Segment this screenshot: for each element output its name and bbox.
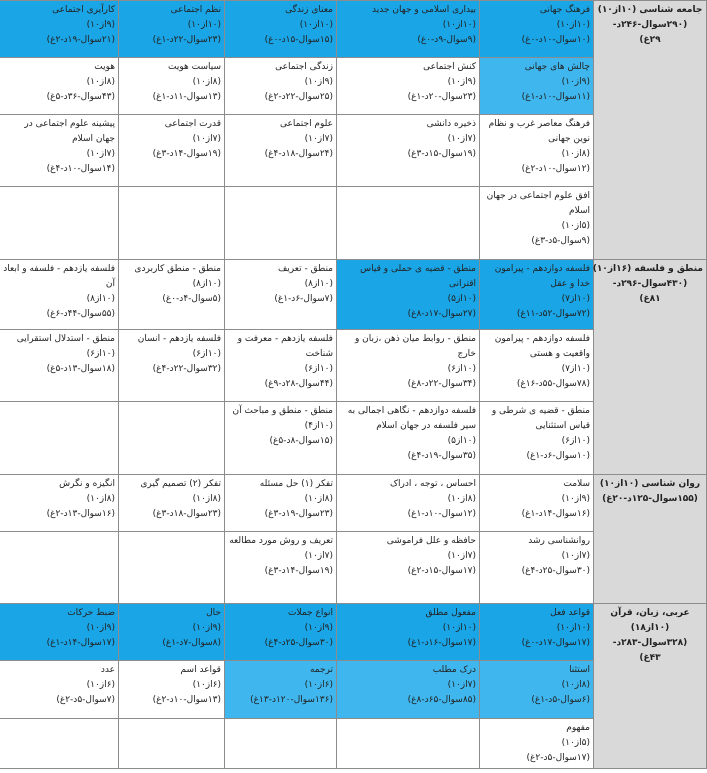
topic-title: حال <box>206 608 221 618</box>
topic-cell <box>119 115 225 187</box>
empty-cell <box>225 719 337 769</box>
topic-score: (۱۰از۶) <box>86 349 115 359</box>
topic-title: ترجمه <box>309 665 333 675</box>
topic-score: (۷از۱۰) <box>561 551 590 561</box>
topic-cell <box>0 330 119 402</box>
topic-score: (۹از۱۰) <box>561 494 590 504</box>
topic-title: استثنا <box>569 665 590 675</box>
topic-title: فلسفه دوازدهم - پیرامون واقعیت و هستی <box>494 334 590 359</box>
subject-sociology: جامعه شناسی (۱۰از۱۰) (۲۹۰سوال-۲۴۶د- ۲۹غ) <box>594 1 707 260</box>
empty-cell <box>119 719 225 769</box>
topic-cell <box>480 260 594 330</box>
empty-cell <box>0 402 119 475</box>
topic-stats: (۱۵سوال-۸د-۵غ) <box>269 436 333 446</box>
topic-title: ضبط حرکات <box>67 608 115 618</box>
topic-title: عدد <box>100 665 115 675</box>
topic-score: (۱۰از۸) <box>304 279 333 289</box>
topic-cell <box>337 661 480 719</box>
topic-cell <box>0 475 119 532</box>
topic-stats: (۳۰سوال-۲۵د-۴غ) <box>521 566 590 576</box>
topic-cell <box>0 58 119 115</box>
topic-title: سیاست هویت <box>168 62 221 72</box>
topic-score: (۹از۱۰) <box>192 623 221 633</box>
topic-cell <box>0 604 119 661</box>
topic-score: (۸از۱۰) <box>561 680 590 690</box>
empty-cell <box>0 187 119 260</box>
topic-title: درک مطلب <box>432 665 476 675</box>
topic-stats: (۲۴سوال-۱۸د-۴غ) <box>264 149 333 159</box>
topic-title: قواعد اسم <box>180 665 221 675</box>
topic-score: (۱۰از۱۰) <box>556 623 590 633</box>
topic-cell <box>337 402 480 475</box>
topic-cell <box>480 719 594 769</box>
topic-score: (۱۰از۶) <box>447 364 476 374</box>
topic-title: سلامت <box>563 479 590 489</box>
topic-stats: (۲۳سوال-۲۲د-۱غ) <box>152 35 221 45</box>
topic-score: (۷از۱۰) <box>304 134 333 144</box>
empty-cell <box>337 719 480 769</box>
topic-cell <box>0 1 119 58</box>
topic-title: منطق - استدلال استقرایی <box>16 334 115 344</box>
topic-score: (۱۰از۱۰) <box>442 623 476 633</box>
topic-title: منطق - منطق کاربردی <box>134 264 221 274</box>
topic-cell <box>225 604 337 661</box>
topic-score: (۱۰از۱۰) <box>556 20 590 30</box>
topic-title: هویت <box>94 62 115 72</box>
topic-stats: (۱۹سوال-۱۵د-۳غ) <box>407 149 476 159</box>
topic-stats: (۱۰سوال-۱۰د-۰غ) <box>521 35 590 45</box>
topic-title: افق علوم اجتماعی در جهان اسلام <box>486 191 590 216</box>
topic-cell <box>119 1 225 58</box>
topic-title: مفهوم <box>566 723 590 733</box>
topic-stats: (۱۴سوال-۱۰د-۴غ) <box>46 164 115 174</box>
topic-cell <box>0 661 119 719</box>
topic-score: (۷از۱۰) <box>447 680 476 690</box>
topic-score: (۵از۱۰) <box>561 221 590 231</box>
topic-title: فلسفه دوازدهم - پیرامون خدا و عقل <box>494 264 590 289</box>
topic-stats: (۱۲سوال-۱۰د-۱غ) <box>407 509 476 519</box>
topic-cell <box>225 661 337 719</box>
topic-stats: (۲۳سوال-۲۰د-۱غ) <box>407 92 476 102</box>
topic-stats: (۱۰سوال-۶د-۱غ) <box>526 451 590 461</box>
topic-cell <box>337 115 480 187</box>
topic-stats: (۱۲سوال-۱۰د-۲غ) <box>521 164 590 174</box>
topic-cell <box>480 58 594 115</box>
topic-stats: (۹سوال-۵د-۳غ) <box>531 236 590 246</box>
topic-score: (۸از۱۰) <box>447 494 476 504</box>
topic-stats: (۷۸سوال-۵۵د-۱۶غ) <box>516 379 590 389</box>
topic-title: منطق - تعریف <box>277 264 333 274</box>
topic-score: (۱۰از۱۰) <box>299 20 333 30</box>
empty-cell <box>0 532 119 604</box>
topic-cell <box>0 115 119 187</box>
topic-score: (۷از۱۰) <box>86 149 115 159</box>
topic-cell <box>337 1 480 58</box>
topic-stats: (۸سوال-۷د-۱غ) <box>162 638 221 648</box>
topic-cell <box>225 330 337 402</box>
topic-title: انگیزه و نگرش <box>59 479 115 489</box>
topic-title: چالش های جهانی <box>524 62 590 72</box>
topic-cell <box>480 115 594 187</box>
topic-title: کنش اجتماعی <box>423 62 476 72</box>
topic-cell <box>480 661 594 719</box>
topic-score: (۷از۱۰) <box>192 134 221 144</box>
topic-title: احساس ، توجه ، ادراک <box>389 479 476 489</box>
topic-title: قدرت اجتماعی <box>164 119 221 129</box>
topic-stats: (۱۳۶سوال-۱۲۰د-۱۳غ) <box>250 695 333 705</box>
topic-title: فلسفه یازدهم - انسان <box>137 334 221 344</box>
topic-cell <box>225 58 337 115</box>
topic-cell <box>225 1 337 58</box>
topic-stats: (۷۲سوال-۵۲د-۱۱غ) <box>516 309 590 319</box>
topic-title: معنای زندگی <box>285 5 333 15</box>
topic-score: (۷از۱۰) <box>447 134 476 144</box>
empty-cell <box>119 187 225 260</box>
topic-stats: (۱۷سوال-۱۵د-۲غ) <box>407 566 476 576</box>
topic-score: (۹از۱۰) <box>86 20 115 30</box>
topic-cell <box>225 115 337 187</box>
topic-stats: (۷سوال-۵د-۲غ) <box>56 695 115 705</box>
topic-score: (۱۰از۱۰) <box>442 20 476 30</box>
topic-stats: (۲۳سوال-۱۸د-۳غ) <box>152 509 221 519</box>
topic-stats: (۱۳سوال-۱۱د-۱غ) <box>152 92 221 102</box>
empty-cell <box>337 187 480 260</box>
topic-title: کارآیری اجتماعی <box>52 5 115 15</box>
topic-stats: (۳۰سوال-۲۵د-۴غ) <box>264 638 333 648</box>
topic-title: منطق - قضیه ی شرطی و قیاس استثنایی <box>491 406 590 431</box>
topic-cell <box>480 604 594 661</box>
topic-title: ذخیره دانشی <box>426 119 476 129</box>
topic-stats: (۲۳سوال-۱۹د-۳غ) <box>264 509 333 519</box>
topic-title: منطق - منطق و مباحث آن <box>232 406 333 416</box>
topic-score: (۱۰از۶) <box>192 349 221 359</box>
topic-cell <box>480 532 594 604</box>
topic-stats: (۱۷سوال-۵د-۲غ) <box>526 753 590 763</box>
topic-score: (۶از۱۰) <box>86 680 115 690</box>
topic-stats: (۱۵سوال-۱۵د-۰غ) <box>264 35 333 45</box>
topic-score: (۷از۱۰) <box>304 551 333 561</box>
topic-cell <box>0 260 119 330</box>
topic-cell <box>337 475 480 532</box>
topic-stats: (۱۶سوال-۱۴د-۱غ) <box>521 509 590 519</box>
topic-stats: (۱۶سوال-۱۳د-۲غ) <box>46 509 115 519</box>
topic-score: (۹از۱۰) <box>561 77 590 87</box>
topic-score: (۹از۱۰) <box>447 77 476 87</box>
topic-title: حافظه و علل فراموشی <box>386 536 476 546</box>
topic-stats: (۱۷سوال-۱۴د-۱غ) <box>46 638 115 648</box>
topic-stats: (۵۵سوال-۴۴د-۶غ) <box>46 309 115 319</box>
topic-stats: (۳۲سوال-۲۲د-۴غ) <box>152 364 221 374</box>
topic-cell <box>119 260 225 330</box>
topic-cell <box>119 58 225 115</box>
topic-stats: (۱۸سوال-۱۳د-۵غ) <box>46 364 115 374</box>
topic-stats: (۲۵سوال-۲۲د-۲غ) <box>264 92 333 102</box>
topic-title: منطق - قضیه ی حملی و قیاس اقترانی <box>360 264 476 289</box>
topic-score: (۸از۱۰) <box>86 494 115 504</box>
topic-stats: (۴۳سوال-۳۶د-۵غ) <box>46 92 115 102</box>
topic-score: (۸از۱۰) <box>192 77 221 87</box>
topic-score: (۷از۱۰) <box>447 551 476 561</box>
topic-score: (۱۰از۴) <box>304 421 333 431</box>
topic-stats: (۶سوال-۵د-۱غ) <box>531 695 590 705</box>
subject-arabic: عربی، زبان، قرآن (۱۰از۱۸) (۳۲۸سوال-۲۸۳د- ۴۳غ) <box>594 604 707 769</box>
topic-stats: (۵سوال-۴د-۰غ) <box>162 294 221 304</box>
topic-cell <box>480 1 594 58</box>
topic-score: (۹از۱۰) <box>86 623 115 633</box>
topic-cell <box>337 260 480 330</box>
topic-score: (۸از۱۰) <box>304 494 333 504</box>
topic-title: تفکر (۲) تصمیم گیری <box>140 479 221 489</box>
topic-score: (۸از۱۰) <box>192 494 221 504</box>
topic-score: (۶از۱۰) <box>304 680 333 690</box>
topic-cell <box>119 475 225 532</box>
topic-title: زندگی اجتماعی <box>275 62 333 72</box>
topic-stats: (۷سوال-۶د-۱غ) <box>274 294 333 304</box>
topic-stats: (۱۹سوال-۱۴د-۳غ) <box>152 149 221 159</box>
topic-title: منطق - روابط میان ذهن ،زبان و خارج <box>354 334 476 359</box>
topic-cell <box>337 532 480 604</box>
topic-title: روانشناسی رشد <box>528 536 590 546</box>
topic-title: علوم اجتماعی <box>279 119 333 129</box>
empty-cell <box>0 719 119 769</box>
topic-cell <box>119 604 225 661</box>
topic-score: (۱۰از۸) <box>192 279 221 289</box>
topic-cell <box>225 260 337 330</box>
topic-title: فلسفه یازدهم - فلسفه و ابعاد آن <box>3 264 115 289</box>
topic-cell <box>480 402 594 475</box>
topic-score: (۱۰از۶) <box>561 436 590 446</box>
topic-cell <box>480 330 594 402</box>
topic-title: مفعول مطلق <box>425 608 476 618</box>
topic-title: نظم اجتماعی <box>170 5 221 15</box>
topic-title: فرهنگ جهانی <box>539 5 590 15</box>
topic-title: تعریف و روش مورد مطالعه <box>229 536 333 546</box>
topic-cell <box>225 532 337 604</box>
topic-stats: (۱۳سوال-۱۰د-۲غ) <box>152 695 221 705</box>
topic-title: بیداری اسلامی و جهان جدید <box>372 5 476 15</box>
topic-title: فرهنگ معاصر غرب و نظام نوین جهانی <box>488 119 590 144</box>
topic-cell <box>480 475 594 532</box>
topic-stats: (۱۷سوال-۱۶د-۱غ) <box>407 638 476 648</box>
topic-cell <box>337 604 480 661</box>
empty-cell <box>119 532 225 604</box>
topic-stats: (۸۵سوال-۶۵د-۸غ) <box>407 695 476 705</box>
empty-cell <box>119 402 225 475</box>
topic-stats: (۱۷سوال-۱۷د-۰غ) <box>521 638 590 648</box>
topic-title: تفکر (۱) حل مسئله <box>259 479 333 489</box>
topic-cell <box>119 661 225 719</box>
topic-score: (۵از۱۰) <box>561 738 590 748</box>
topic-title: فلسفه یازدهم - معرفت و شناخت <box>237 334 333 359</box>
empty-cell <box>225 187 337 260</box>
subject-psychology: روان شناسی (۱۰از۱۰) (۱۵۵سوال-۱۲۵د-۲۰غ) <box>594 475 707 604</box>
topic-cell <box>337 330 480 402</box>
topic-score: (۱۰از۱۰) <box>187 20 221 30</box>
topic-cell <box>225 402 337 475</box>
topic-stats: (۲۱سوال-۱۹د-۲غ) <box>46 35 115 45</box>
topic-stats: (۳۵سوال-۱۹د-۴غ) <box>407 451 476 461</box>
topic-score: (۱۰از۸) <box>86 294 115 304</box>
topic-score: (۱۰از۶) <box>304 364 333 374</box>
topic-cell <box>337 58 480 115</box>
topic-stats: (۱۱سوال-۱۰د-۱غ) <box>521 92 590 102</box>
topic-stats: (۴۴سوال-۲۸د-۹غ) <box>264 379 333 389</box>
topic-cell <box>119 330 225 402</box>
topic-stats: (۲۷سوال-۱۷د-۸غ) <box>407 309 476 319</box>
topic-cell <box>225 475 337 532</box>
topic-title: فلسفه دوازدهم - نگاهی اجمالی به سیر فلسفه در جهان اسلام <box>347 406 476 431</box>
topic-score: (۸از۱۰) <box>561 149 590 159</box>
topic-stats: (۱۹سوال-۱۴د-۳غ) <box>264 566 333 576</box>
topic-score: (۱۰از۵) <box>447 294 476 304</box>
topic-score: (۹از۱۰) <box>304 77 333 87</box>
topic-score: (۱۰از۷) <box>561 364 590 374</box>
topic-cell <box>480 187 594 260</box>
topic-title: قواعد فعل <box>550 608 590 618</box>
topic-score: (۱۰از۵) <box>447 436 476 446</box>
topic-score: (۸از۱۰) <box>86 77 115 87</box>
topic-stats: (۳۴سوال-۲۲د-۸غ) <box>407 379 476 389</box>
topic-score: (۹از۱۰) <box>304 623 333 633</box>
subject-logic-philosophy: منطق و فلسفه (۱۶از۱۰) (۴۳۰سوال-۲۹۶د- ۸۱غ) <box>594 260 707 475</box>
topic-score: (۱۰از۷) <box>561 294 590 304</box>
topic-title: پیشینه علوم اجتماعی در جهان اسلام <box>24 119 115 144</box>
topic-score: (۶از۱۰) <box>192 680 221 690</box>
topic-stats: (۹سوال-۹د-۰غ) <box>417 35 476 45</box>
topic-title: انواع جملات <box>288 608 333 618</box>
